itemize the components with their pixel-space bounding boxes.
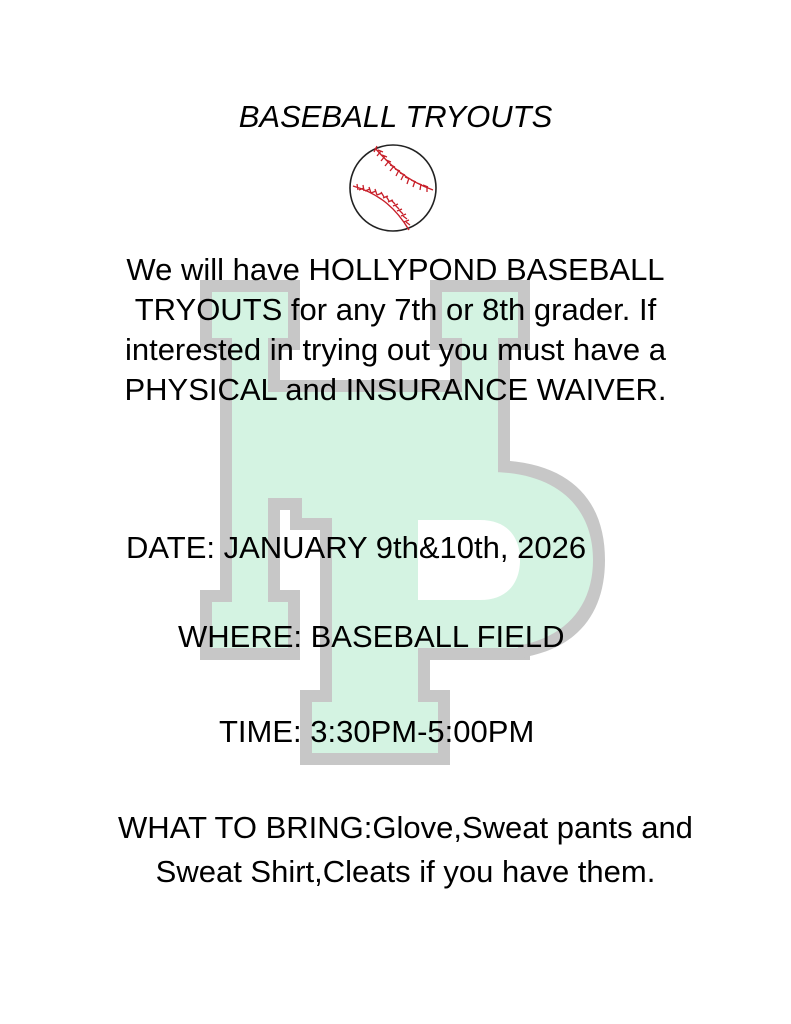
tryout-location: WHERE: BASEBALL FIELD [178,619,565,654]
tryout-time: TIME: 3:30PM-5:00PM [219,714,535,749]
intro-paragraph: We will have HOLLYPOND BASEBALL TRYOUTS for any 7th or 8th grader. If interested in trying out you must have a PHYSICAL and INSURANCE WAIVER. [124,252,667,407]
tryout-date: DATE: JANUARY 9th&10th, 2026 [126,530,587,565]
what-to-bring: WHAT TO BRING:Glove,Sweat pants and Sweat Shirt,Cleats if you have them. [118,810,693,889]
baseball-icon [345,140,441,236]
flyer-title: BASEBALL TRYOUTS [238,99,553,134]
